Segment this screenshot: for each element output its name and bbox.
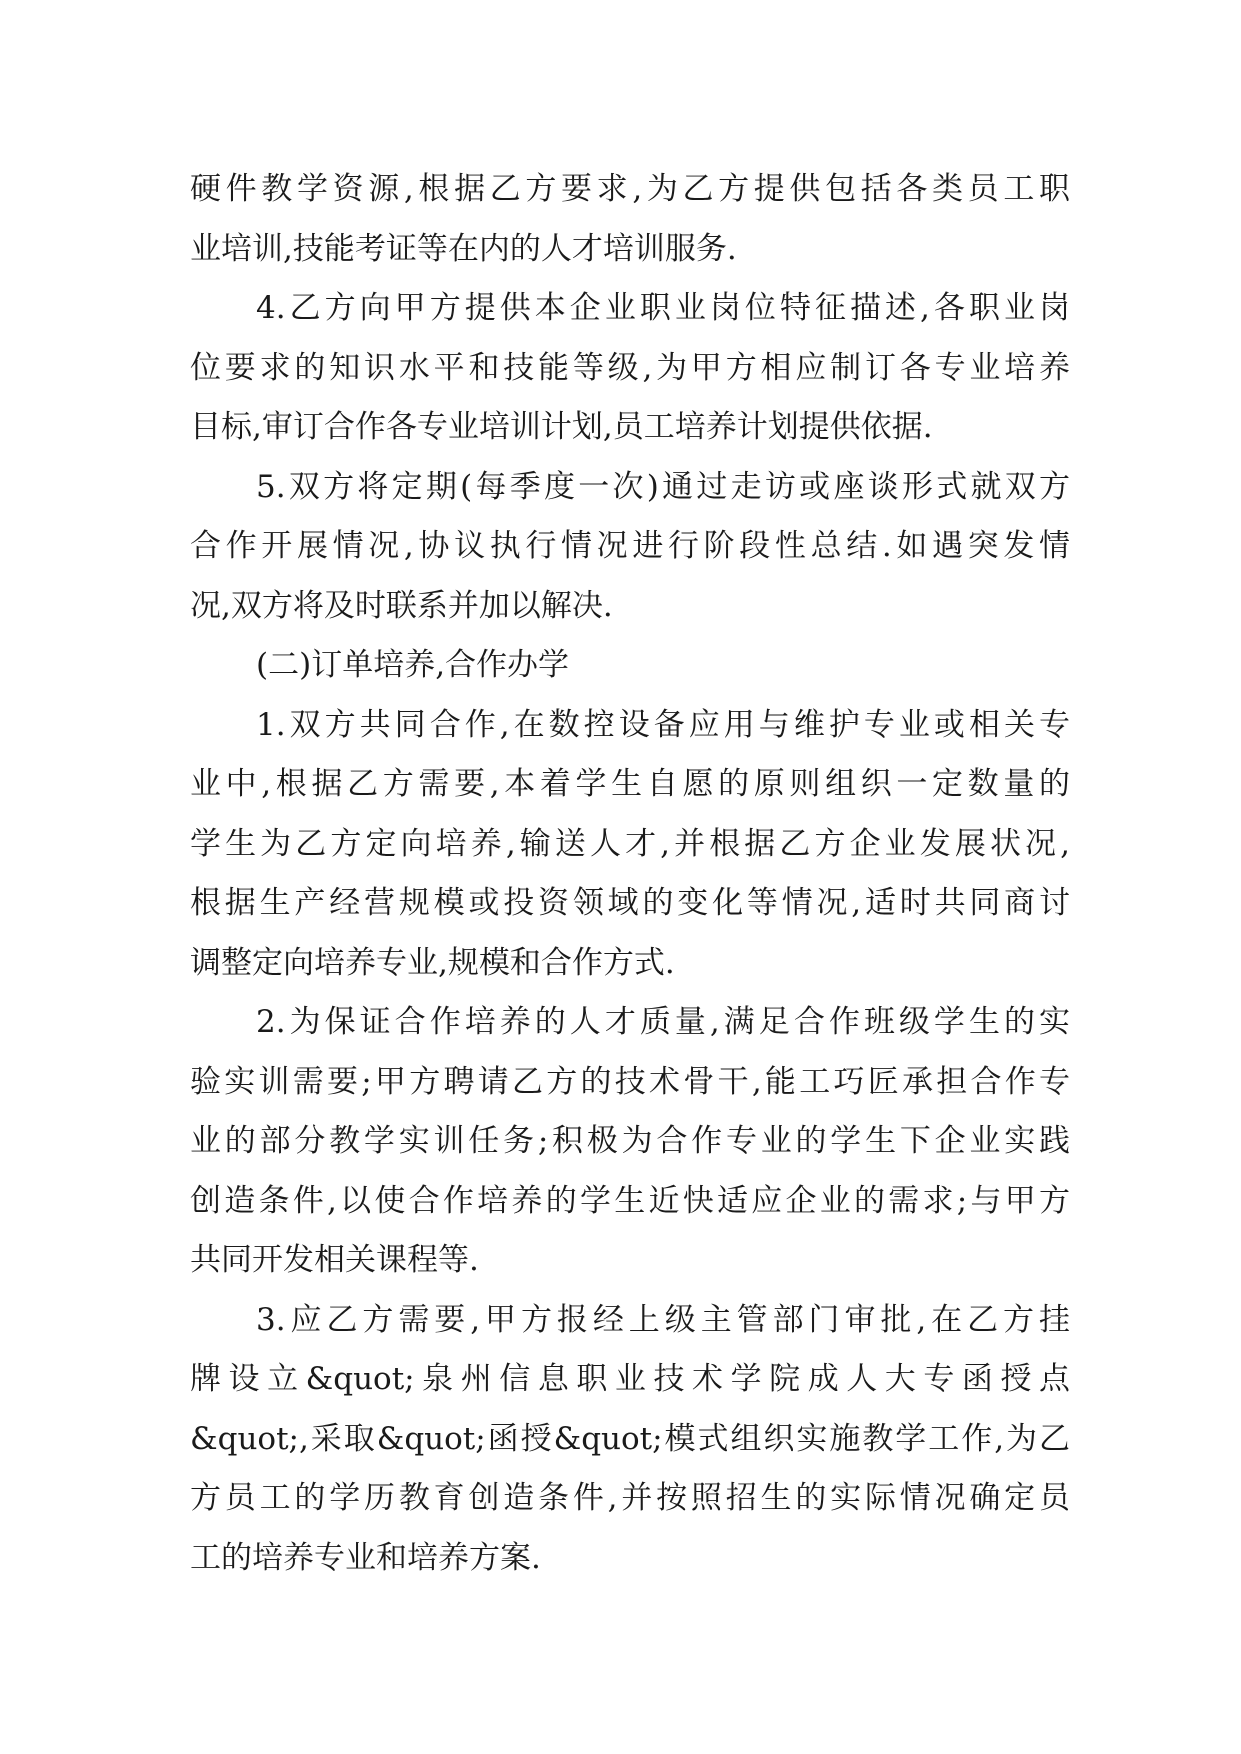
- text-line: 2.为保证合作培养的人才质量,满足合作班级学生的实: [256, 1004, 1070, 1040]
- text-line: 牌设立&quot;泉州信息职业技术学院成人大专函授点: [190, 1361, 1070, 1397]
- text-line: 3.应乙方需要,甲方报经上级主管部门审批,在乙方挂: [256, 1301, 1070, 1338]
- text-line: 共同开发相关课程等.: [190, 1242, 479, 1278]
- text-line: 合作开展情况,协议执行情况进行阶段性总结.如遇突发情: [190, 528, 1070, 564]
- document-body: [190, 160, 1070, 1588]
- text-line: &quot;,采取&quot;函授&quot;模式组织实施教学工作,为乙: [190, 1420, 1070, 1457]
- text-line: 学生为乙方定向培养,输送人才,并根据乙方企业发展状况,: [190, 825, 1070, 862]
- text-line: 业的部分教学实训任务;积极为合作专业的学生下企业实践: [190, 1123, 1070, 1159]
- text-line: 根据生产经营规模或投资领域的变化等情况,适时共同商讨: [190, 885, 1070, 921]
- text-line: 方员工的学历教育创造条件,并按照招生的实际情况确定员: [190, 1480, 1070, 1516]
- text-line: 硬件教学资源,根据乙方要求,为乙方提供包括各类员工职: [190, 171, 1070, 207]
- text-line: 业培训,技能考证等在内的人才培训服务.: [190, 230, 737, 267]
- text-line: 业中,根据乙方需要,本着学生自愿的原则组织一定数量的: [190, 766, 1070, 802]
- text-line: 工的培养专业和培养方案.: [190, 1539, 541, 1576]
- text-line: 5.双方将定期(每季度一次)通过走访或座谈形式就双方: [256, 468, 1070, 505]
- text-line: 况,双方将及时联系并加以解决.: [190, 587, 613, 624]
- section-heading: (二)订单培养,合作办学: [256, 647, 570, 683]
- text-line: 1.双方共同合作,在数控设备应用与维护专业或相关专: [256, 706, 1070, 743]
- text-line: 创造条件,以使合作培养的学生近快适应企业的需求;与甲方: [190, 1182, 1070, 1219]
- text-line: 验实训需要;甲方聘请乙方的技术骨干,能工巧匠承担合作专: [190, 1063, 1070, 1100]
- text-line: 位要求的知识水平和技能等级,为甲方相应制订各专业培养: [190, 349, 1070, 386]
- text-line: 目标,审订合作各专业培训计划,员工培养计划提供依据.: [190, 409, 933, 445]
- text-line: 调整定向培养专业,规模和合作方式.: [190, 944, 675, 981]
- text-line: 4.乙方向甲方提供本企业职业岗位特征描述,各职业岗: [256, 290, 1070, 326]
